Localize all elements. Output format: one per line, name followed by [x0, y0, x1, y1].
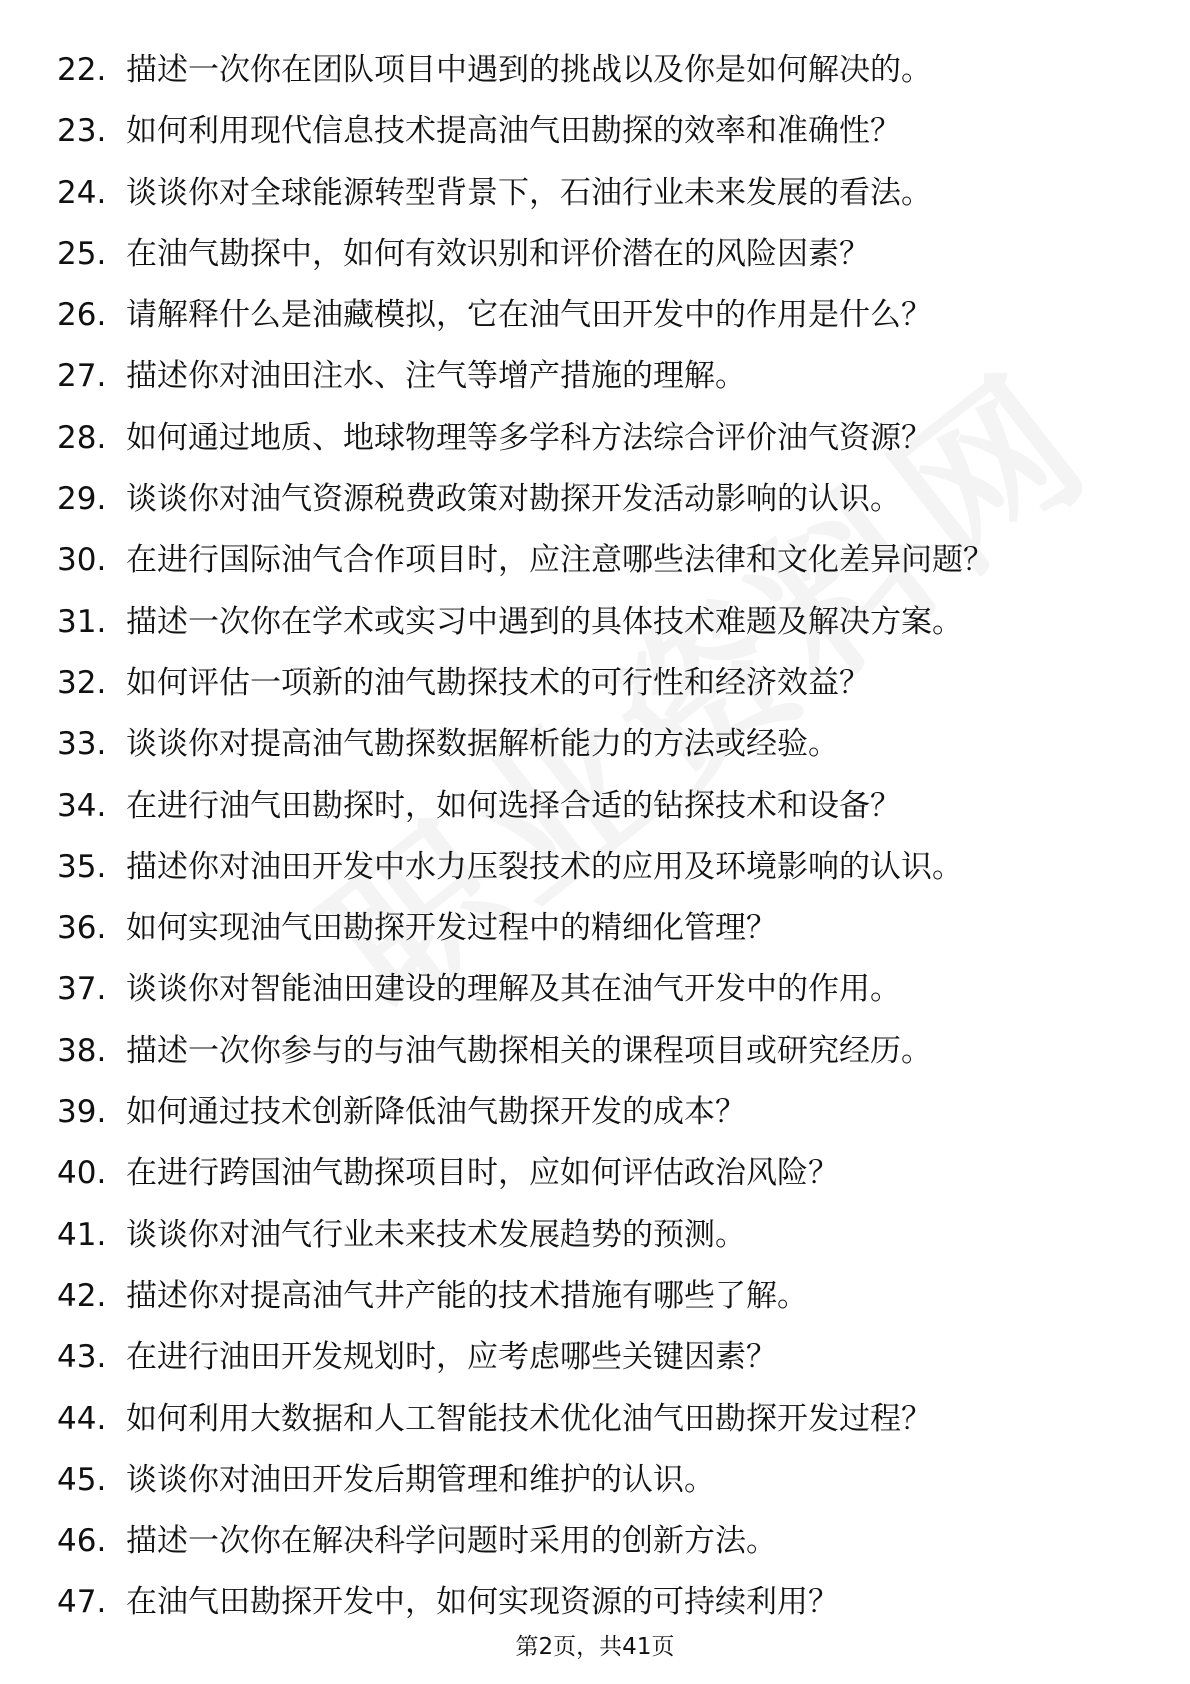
question-text: 谈谈你对油气资源税费政策对勘探开发活动影响的认识。 — [126, 481, 901, 518]
question-number: 36. — [57, 910, 107, 947]
question-text: 描述你对油田注水、注气等增产措施的理解。 — [126, 358, 746, 395]
question-item — [0, 1143, 1190, 1204]
question-text: 在进行国际油气合作项目时，应注意哪些法律和文化差异问题？ — [126, 542, 994, 579]
question-text: 如何评估一项新的油气勘探技术的可行性和经济效益？ — [126, 664, 870, 701]
question-text: 谈谈你对油田开发后期管理和维护的认识。 — [126, 1461, 715, 1498]
question-text: 描述一次你在解决科学问题时采用的创新方法。 — [126, 1523, 777, 1560]
question-number: 22. — [57, 52, 107, 88]
question-item — [0, 1572, 1190, 1633]
question-number: 47. — [57, 1584, 107, 1621]
question-item — [0, 959, 1190, 1020]
question-text: 在进行油气田勘探时，如何选择合适的钻探技术和设备？ — [126, 787, 901, 824]
question-item — [0, 101, 1190, 162]
question-text: 如何通过地质、地球物理等多学科方法综合评价油气资源？ — [126, 419, 932, 456]
question-text: 谈谈你对提高油气勘探数据解析能力的方法或经验。 — [126, 726, 839, 763]
question-item — [0, 1266, 1190, 1327]
question-number: 44. — [57, 1400, 107, 1437]
question-text: 在油气勘探中，如何有效识别和评价潜在的风险因素？ — [126, 235, 870, 272]
question-number: 37. — [57, 971, 107, 1008]
question-item — [0, 1450, 1190, 1511]
question-item — [0, 1327, 1190, 1388]
question-number: 35. — [57, 848, 107, 885]
question-number: 45. — [57, 1461, 107, 1498]
question-item — [0, 285, 1190, 346]
question-list — [0, 40, 1190, 1634]
page-footer: 第2页，共41页 — [515, 1634, 675, 1660]
question-item — [0, 653, 1190, 714]
question-number: 28. — [57, 419, 107, 456]
question-item — [0, 163, 1190, 224]
question-number: 43. — [57, 1339, 107, 1376]
question-number: 30. — [57, 542, 107, 579]
question-number: 41. — [57, 1216, 107, 1253]
question-number: 32. — [57, 664, 107, 701]
question-text: 请解释什么是油藏模拟，它在油气田开发中的作用是什么？ — [126, 297, 932, 334]
question-item — [0, 346, 1190, 407]
question-number: 34. — [57, 787, 107, 824]
question-number: 33. — [57, 726, 107, 763]
question-text: 描述一次你在团队项目中遇到的挑战以及你是如何解决的。 — [126, 52, 932, 88]
question-text: 如何实现油气田勘探开发过程中的精细化管理？ — [126, 910, 777, 947]
question-text: 谈谈你对油气行业未来技术发展趋势的预测。 — [126, 1216, 746, 1253]
question-item — [0, 1389, 1190, 1450]
question-number: 42. — [57, 1277, 107, 1314]
question-item — [0, 592, 1190, 653]
question-text: 如何利用大数据和人工智能技术优化油气田勘探开发过程？ — [126, 1400, 932, 1437]
question-number: 31. — [57, 603, 107, 640]
question-item — [0, 837, 1190, 898]
question-text: 如何通过技术创新降低油气勘探开发的成本？ — [126, 1094, 746, 1131]
question-text: 描述你对提高油气井产能的技术措施有哪些了解。 — [126, 1277, 808, 1314]
question-item — [0, 530, 1190, 591]
question-number: 39. — [57, 1094, 107, 1131]
question-number: 23. — [57, 113, 107, 150]
question-text: 谈谈你对智能油田建设的理解及其在油气开发中的作用。 — [126, 971, 901, 1008]
question-item — [0, 40, 1190, 101]
question-item — [0, 1021, 1190, 1082]
question-text: 描述一次你参与的与油气勘探相关的课程项目或研究经历。 — [126, 1032, 932, 1069]
question-text: 谈谈你对全球能源转型背景下，石油行业未来发展的看法。 — [126, 174, 932, 211]
question-item — [0, 1205, 1190, 1266]
question-item — [0, 469, 1190, 530]
question-number: 26. — [57, 297, 107, 334]
question-number: 27. — [57, 358, 107, 395]
question-text: 在进行跨国油气勘探项目时，应如何评估政治风险？ — [126, 1155, 839, 1192]
question-text: 在油气田勘探开发中，如何实现资源的可持续利用？ — [126, 1584, 839, 1621]
question-text: 描述你对油田开发中水力压裂技术的应用及环境影响的认识。 — [126, 848, 963, 885]
question-number: 25. — [57, 235, 107, 272]
question-text: 如何利用现代信息技术提高油气田勘探的效率和准确性？ — [126, 113, 901, 150]
question-number: 24. — [57, 174, 107, 211]
question-number: 29. — [57, 481, 107, 518]
question-item — [0, 776, 1190, 837]
question-number: 40. — [57, 1155, 107, 1192]
question-item — [0, 1082, 1190, 1143]
question-item — [0, 1511, 1190, 1572]
question-number: 46. — [57, 1523, 107, 1560]
question-text: 描述一次你在学术或实习中遇到的具体技术难题及解决方案。 — [126, 603, 963, 640]
question-item — [0, 898, 1190, 959]
question-number: 38. — [57, 1032, 107, 1069]
question-item — [0, 224, 1190, 285]
question-item — [0, 714, 1190, 775]
question-text: 在进行油田开发规划时，应考虑哪些关键因素？ — [126, 1339, 777, 1376]
question-item — [0, 408, 1190, 469]
